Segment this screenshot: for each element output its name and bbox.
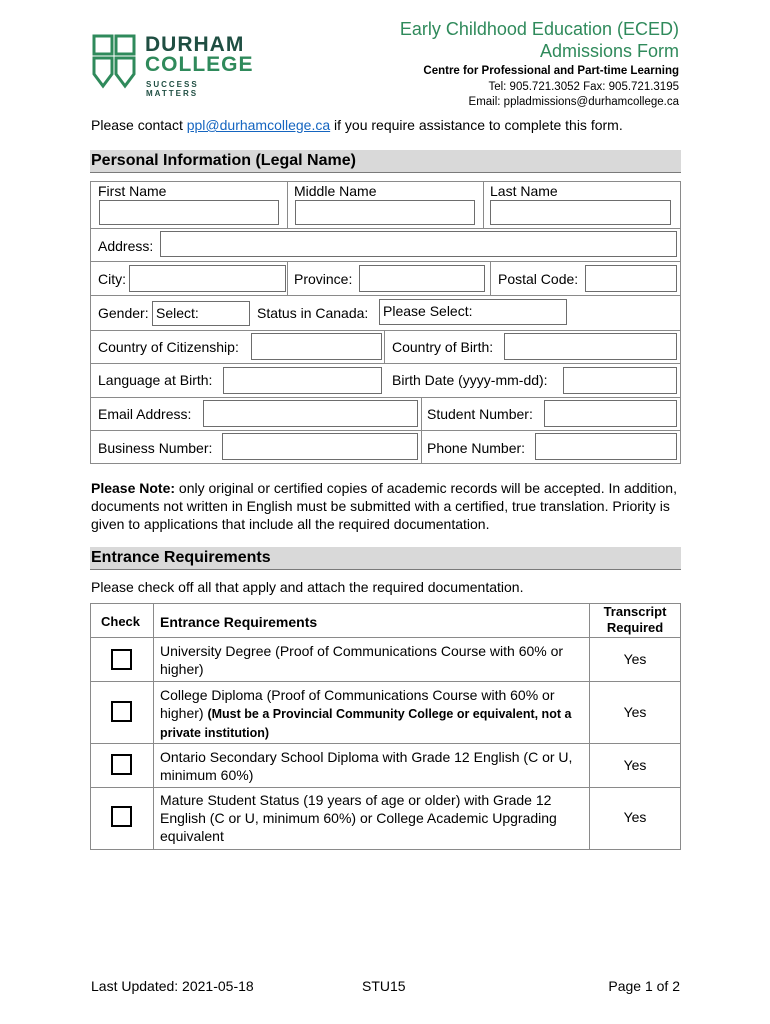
middle-name-label: Middle Name — [294, 183, 377, 199]
form-title-line2: Admissions Form — [539, 41, 679, 61]
form-title-line1: Early Childhood Education (ECED) — [399, 19, 679, 39]
col-header-check: Check — [101, 614, 141, 629]
last-name-label: Last Name — [490, 183, 558, 199]
university-degree-checkbox[interactable] — [111, 649, 132, 670]
city-label: City: — [98, 271, 126, 287]
college-crest-icon — [92, 34, 136, 90]
birth-date-label: Birth Date (yyyy-mm-dd): — [392, 372, 548, 388]
requirement-college-diploma: College Diploma (Proof of Communications Course with 60% or higher) (Must be a Provincial Community College or equivalent, not a private institution) — [160, 687, 572, 740]
email-label: Email Address: — [98, 406, 192, 422]
birth-date-field[interactable] — [563, 367, 677, 394]
assistance-email-link[interactable]: ppl@durhamcollege.ca — [186, 117, 331, 133]
ossd-checkbox[interactable] — [111, 754, 132, 775]
college-diploma-checkbox[interactable] — [111, 701, 132, 722]
gender-label: Gender: — [98, 305, 149, 321]
contact-phone: Tel: 905.721.3052 Fax: 905.721.3195 — [488, 81, 679, 93]
logo-word-college: COLLEGE — [145, 53, 254, 76]
student-number-label: Student Number: — [427, 406, 533, 422]
col-header-transcript: Transcript Required — [603, 604, 667, 635]
entrance-requirements-intro: Please check off all that apply and attach the required documentation. — [91, 579, 524, 595]
phone-number-label: Phone Number: — [427, 440, 526, 456]
email-field[interactable] — [203, 400, 418, 427]
logo-word-durham: DURHAM — [145, 33, 245, 56]
last-updated: Last Updated: 2021-05-18 — [91, 978, 254, 994]
province-label: Province: — [294, 271, 353, 287]
page-number: Page 1 of 2 — [608, 978, 680, 994]
contact-email: Email: ppladmissions@durhamcollege.ca — [468, 96, 679, 108]
form-code: STU15 — [362, 978, 406, 994]
logo-tagline: SUCCESS MATTERS — [146, 80, 199, 98]
citizenship-label: Country of Citizenship: — [98, 339, 239, 355]
requirement-university-degree: University Degree (Proof of Communications Course with 60% or higher) — [160, 643, 564, 677]
language-field[interactable] — [223, 367, 382, 394]
postal-code-label: Postal Code: — [498, 271, 579, 287]
province-field[interactable] — [359, 265, 485, 292]
durham-college-logo — [92, 33, 254, 98]
transcript-required-mature: Yes — [623, 809, 647, 825]
mature-student-checkbox[interactable] — [111, 806, 132, 827]
gender-select[interactable]: Select: — [152, 301, 250, 326]
transcript-required-ossd: Yes — [623, 757, 647, 773]
status-in-canada-select[interactable]: Please Select: — [379, 299, 567, 325]
assistance-text: Please contact ppl@durhamcollege.ca if you require assistance to complete this form. — [91, 117, 623, 133]
personal-info-table — [90, 181, 681, 464]
student-number-field[interactable] — [544, 400, 677, 427]
entrance-requirements-heading: Entrance Requirements — [90, 547, 681, 570]
entrance-requirements-table — [90, 603, 681, 850]
first-name-field[interactable] — [99, 200, 279, 225]
documentation-note: Please Note: only original or certified copies of academic records will be accepted. In addition, documents not written in English must be submitted with a certified, true translation. Priority is given to applications that include all the required documentation. — [91, 480, 677, 532]
city-field[interactable] — [129, 265, 286, 292]
status-in-canada-label: Status in Canada: — [257, 305, 369, 321]
address-field[interactable] — [160, 231, 677, 257]
business-number-field[interactable] — [222, 433, 418, 460]
department-name: Centre for Professional and Part-time Learning — [423, 65, 679, 77]
birth-country-field[interactable] — [504, 333, 677, 360]
citizenship-field[interactable] — [251, 333, 382, 360]
first-name-label: First Name — [98, 183, 167, 199]
phone-number-field[interactable] — [535, 433, 677, 460]
personal-info-heading: Personal Information (Legal Name) — [90, 150, 681, 173]
transcript-required-university: Yes — [623, 651, 647, 667]
address-label: Address: — [98, 238, 154, 254]
transcript-required-college: Yes — [623, 704, 647, 720]
language-label: Language at Birth: — [98, 372, 213, 388]
col-header-requirements: Entrance Requirements — [160, 614, 318, 630]
middle-name-field[interactable] — [295, 200, 475, 225]
last-name-field[interactable] — [490, 200, 671, 225]
postal-code-field[interactable] — [585, 265, 677, 292]
requirement-ossd: Ontario Secondary School Diploma with Grade 12 English (C or U, minimum 60%) — [160, 749, 573, 783]
birth-country-label: Country of Birth: — [392, 339, 494, 355]
business-number-label: Business Number: — [98, 440, 213, 456]
requirement-mature-student: Mature Student Status (19 years of age or older) with Grade 12 English (C or U, minimum 60%) or College Academic Upgrading equivalent — [160, 792, 557, 844]
